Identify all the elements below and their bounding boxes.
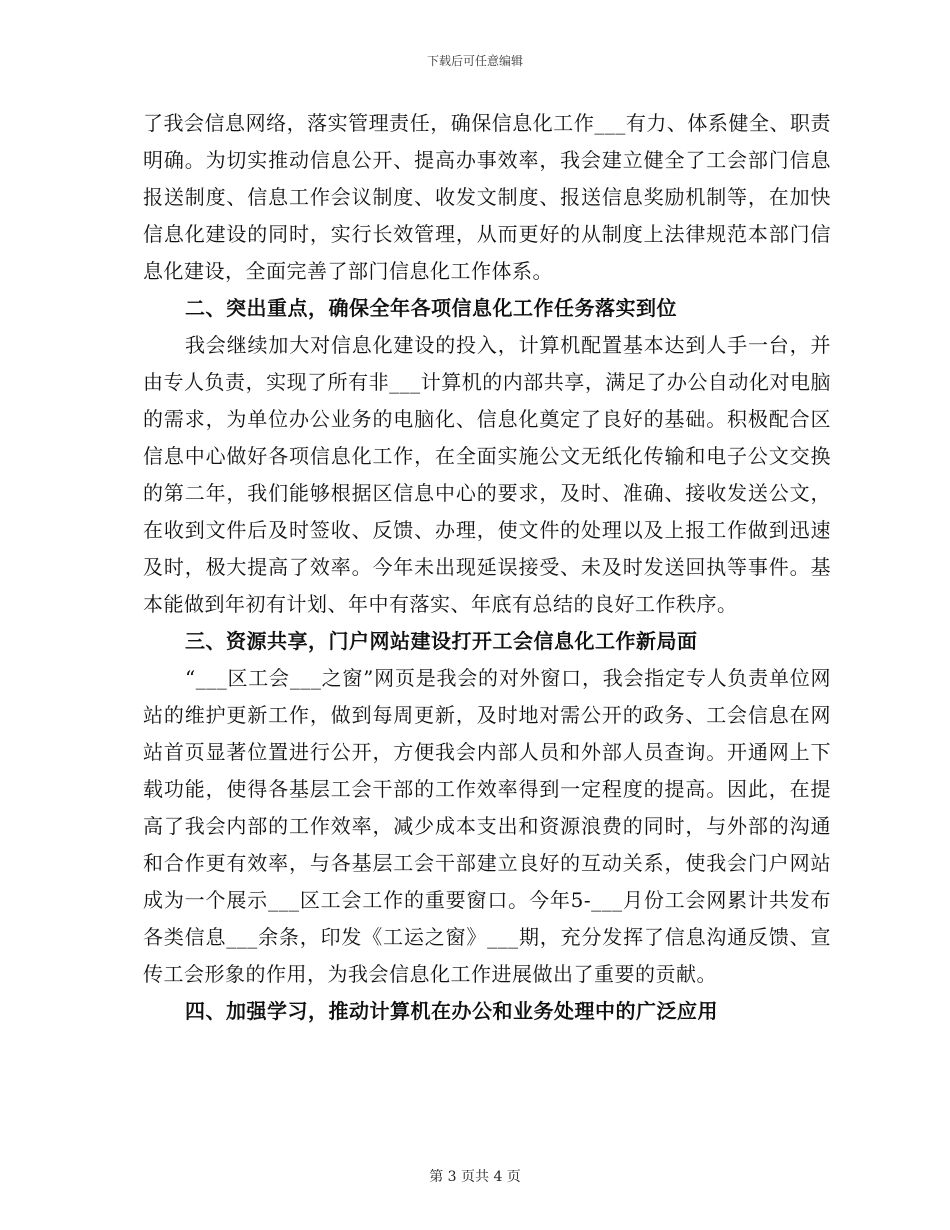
section-heading-3: 三、资源共享，门户网站建设打开工会信息化工作新局面	[185, 629, 698, 653]
section-heading-2: 二、突出重点，确保全年各项信息化工作任务落实到位	[185, 296, 677, 320]
page-footer: 第 3 页共 4 页	[429, 1169, 521, 1185]
page-header: 下载后可任意编辑	[426, 54, 523, 68]
paragraph-section-3: “___区工会___之窗”网页是我会的对外窗口，我会指定专人负责单位网站的维护更新工作，做到每周更新，及时地对需公开的政务、工会信息在网站首页显著位置进行公开，方便我会内部人员和外部人员查询。开通网上下载功能，使得各基层工会干部的工作效率得到一定程度的提高。因此，在提高了我会内部的工作效率，减少成本支出和资源浪费的同时，与外部的沟通和合作更有效率，与各基层工会干部建立良好的互动关系，使我会门户网站成为一个展示___区工会工作的重要窗口。今年5-___月份工会网累计共发布各类信息___余条，印发《工运之窗》___期，充分发挥了信息沟通反馈、宣传工会形象的作用，为我会信息化工作进展做出了重要的贡献。	[143, 666, 831, 986]
section-heading-4: 四、加强学习，推动计算机在办公和业务处理中的广泛应用	[185, 999, 718, 1023]
paragraph-section-2: 我会继续加大对信息化建设的投入，计算机配置基本达到人手一台，并由专人负责，实现了所有非___计算机的内部共享，满足了办公自动化对电脑的需求，为单位办公业务的电脑化、信息化奠定了良好的基础。积极配合区信息中心做好各项信息化工作，在全面实施公文无纸化传输和电子公文交换的第二年，我们能够根据区信息中心的要求，及时、准确、接收发送公文，在收到文件后及时签收、反馈、办理，使文件的处理以及上报工作做到迅速及时，极大提高了效率。今年未出现延误接受、未及时发送回执等事件。基本能做到年初有计划、年中有落实、年底有总结的良好工作秩序。	[143, 333, 831, 616]
document-body	[143, 105, 831, 1030]
paragraph-continued: 了我会信息网络，落实管理责任，确保信息化工作___有力、体系健全、职责明确。为切实推动信息公开、提高办事效率，我会建立健全了工会部门信息报送制度、信息工作会议制度、收发文制度、报送信息奖励机制等，在加快信息化建设的同时，实行长效管理，从而更好的从制度上法律规范本部门信息化建设，全面完善了部门信息化工作体系。	[143, 111, 831, 283]
